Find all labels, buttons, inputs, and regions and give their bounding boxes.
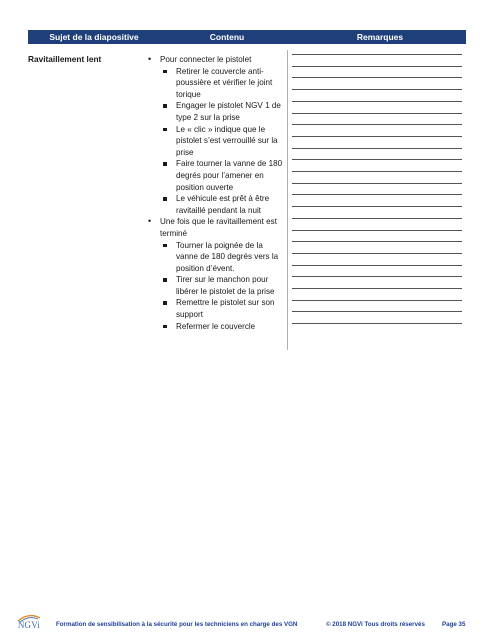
footer-page-number: Page 35 — [442, 621, 466, 628]
remark-line — [292, 148, 462, 149]
remark-line — [292, 101, 462, 102]
list-item: Faire tourner la vanne de 180 degrés pour l’amener en position ouverte — [160, 158, 286, 193]
list-item: Le véhicule est prêt à être ravitaillé pendant la nuit — [160, 193, 286, 216]
remark-line — [292, 77, 462, 78]
footer-training-title: Formation de sensibilisation à la sécurité pour les techniciens en charge des VGN — [56, 621, 298, 628]
list-item: Tourner la poignée de la vanne de 180 degrés vers la position d’évent. — [160, 240, 286, 275]
list-item — [146, 54, 286, 216]
header-content: Contenu — [209, 32, 245, 42]
remark-line — [292, 218, 462, 219]
ngvi-logo — [14, 612, 44, 634]
table-header — [28, 30, 466, 44]
remark-line — [292, 230, 462, 231]
remark-line — [292, 194, 462, 195]
remark-line — [292, 66, 462, 67]
remark-line — [292, 89, 462, 90]
list-item: Refermer le couvercle — [160, 321, 286, 333]
remark-line — [292, 113, 462, 114]
logo-text: NGVi — [17, 620, 41, 630]
remark-line — [292, 183, 462, 184]
header-subject: Sujet de la diapositive — [49, 32, 139, 42]
sub-bullet-list — [160, 240, 286, 333]
remark-line — [292, 253, 462, 254]
header-remarks: Remarques — [356, 32, 404, 42]
remark-line — [292, 265, 462, 266]
list-item — [146, 216, 286, 332]
remark-line — [292, 288, 462, 289]
remark-line — [292, 276, 462, 277]
remark-line — [292, 124, 462, 125]
remark-line — [292, 54, 462, 55]
remark-line — [292, 300, 462, 301]
footer-copyright: © 2018 NGVi Tous droits réservés — [326, 621, 425, 628]
list-item: Le « clic » indique que le pistolet s’est verrouillé sur la prise — [160, 124, 286, 159]
bullet-text: Une fois que le ravitaillement est terminé — [160, 217, 277, 238]
remark-line — [292, 241, 462, 242]
list-item: Engager le pistolet NGV 1 de type 2 sur la prise — [160, 100, 286, 123]
remark-line — [292, 323, 462, 324]
page-footer — [0, 612, 494, 632]
bullet-text: Pour connecter le pistolet — [160, 55, 252, 64]
list-item: Tirer sur le manchon pour libérer le pistolet de la prise — [160, 274, 286, 297]
remark-line — [292, 159, 462, 160]
list-item: Remettre le pistolet sur son support — [160, 297, 286, 320]
remark-line — [292, 136, 462, 137]
list-item: Retirer le couvercle anti-poussière et vérifier le joint torique — [160, 66, 286, 101]
remark-line — [292, 171, 462, 172]
slide-content — [146, 54, 286, 332]
sub-bullet-list — [160, 66, 286, 217]
remark-line — [292, 206, 462, 207]
column-divider — [287, 50, 288, 350]
slide-subject: Ravitaillement lent — [28, 54, 102, 64]
bullet-list — [146, 54, 286, 332]
remark-line — [292, 311, 462, 312]
